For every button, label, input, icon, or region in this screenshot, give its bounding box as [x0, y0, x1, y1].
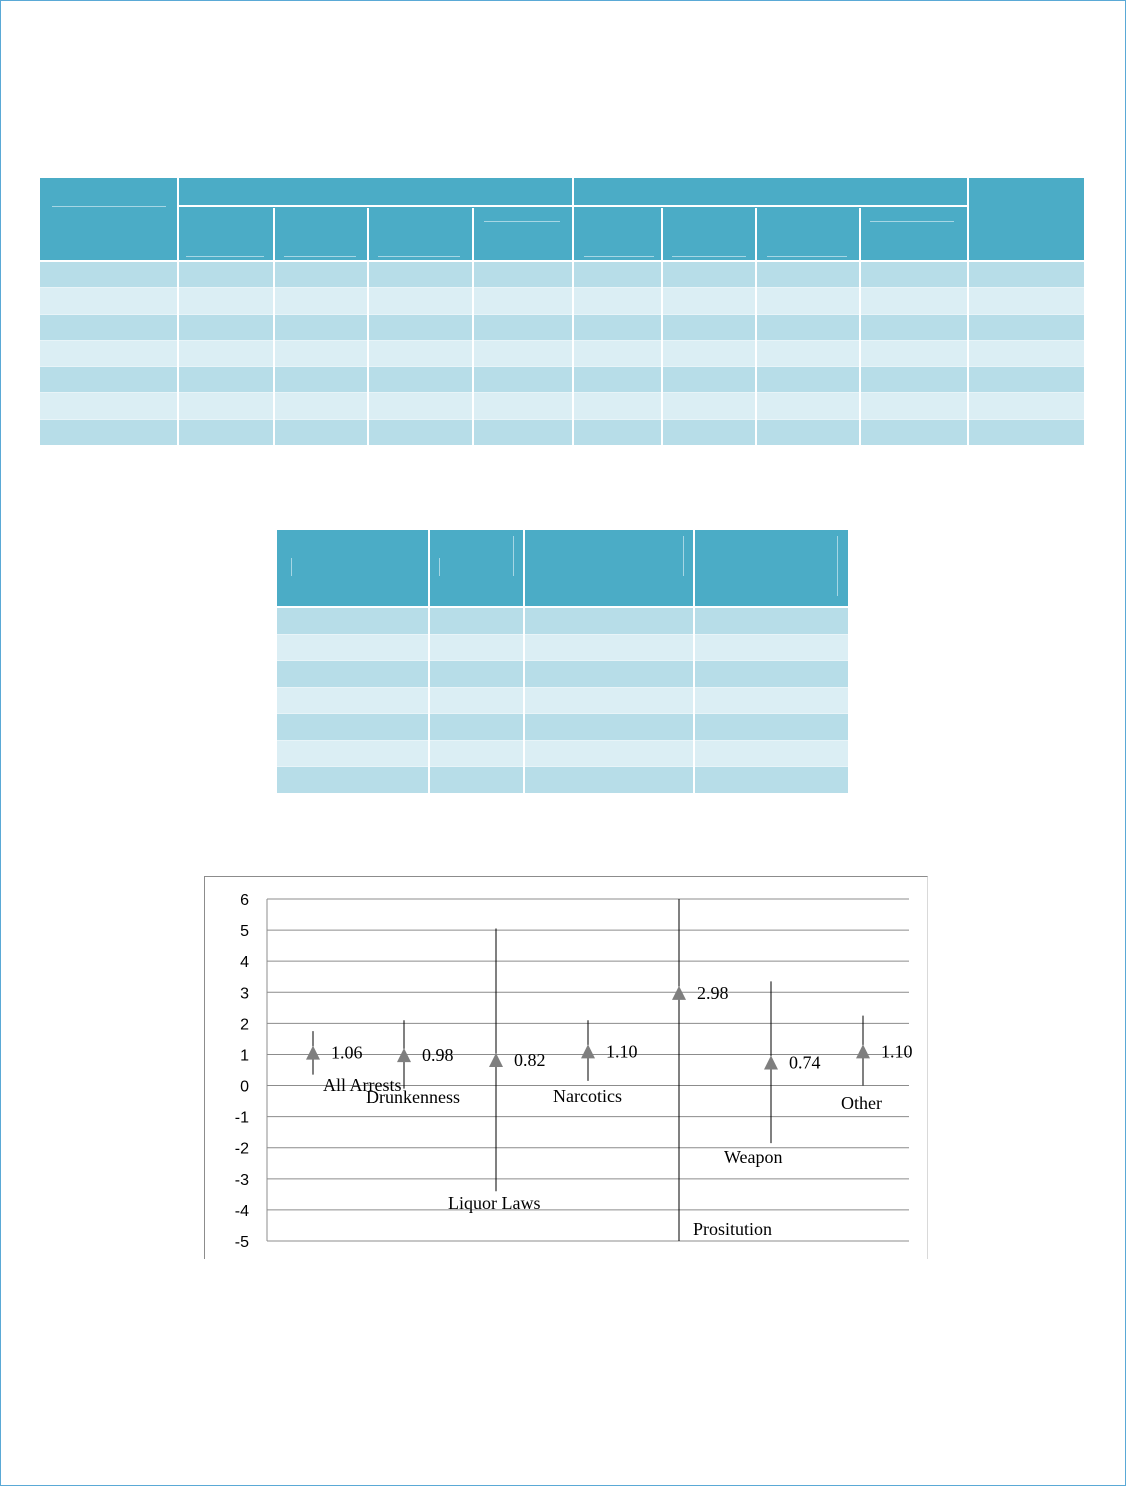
category-label: All Arrests [323, 1075, 402, 1095]
data-point [856, 1044, 870, 1058]
column-divider [177, 178, 179, 446]
summary-table [277, 530, 848, 794]
data-label: 1.10 [881, 1041, 913, 1062]
table-row [277, 741, 848, 767]
table-row [40, 420, 1084, 445]
y-tick-label: -1 [234, 1109, 249, 1127]
y-tick-label: 0 [240, 1078, 249, 1096]
row-divider [277, 634, 848, 635]
row-divider [277, 713, 848, 714]
table-header [40, 178, 1084, 262]
category-label: Weapon [724, 1147, 783, 1167]
column-divider [967, 178, 969, 446]
header-underline [186, 256, 264, 257]
y-tick-label: 3 [240, 985, 249, 1003]
row-divider [40, 419, 1084, 420]
header-underline [284, 256, 356, 257]
data-point [672, 986, 686, 1000]
table-row [40, 393, 1084, 418]
table-row [277, 688, 848, 714]
column-divider [693, 530, 695, 794]
table-row [277, 767, 848, 793]
header-underline [584, 256, 654, 257]
category-label: Liquor Laws [448, 1193, 541, 1213]
data-point [489, 1053, 503, 1067]
y-tick-label: -3 [234, 1171, 249, 1189]
column-divider [428, 530, 430, 794]
chart-plot [205, 877, 927, 1259]
data-point [306, 1046, 320, 1060]
data-point [397, 1048, 411, 1062]
table-row [40, 315, 1084, 340]
y-tick-label: -4 [234, 1202, 249, 1220]
data-label: 0.74 [789, 1052, 821, 1073]
header-tick [291, 558, 292, 576]
data-label: 0.82 [514, 1050, 546, 1071]
table-row [277, 714, 848, 740]
header-divider [177, 205, 967, 207]
y-tick-label: 6 [240, 892, 249, 909]
category-label: Drunkenness [366, 1087, 460, 1107]
column-divider [661, 208, 663, 446]
header-bottom-line [277, 606, 848, 608]
table-row [40, 288, 1084, 313]
header-underline [870, 221, 954, 222]
header-underline [484, 221, 560, 222]
header-bottom-line [40, 260, 1084, 262]
column-divider [755, 208, 757, 446]
column-divider [859, 208, 861, 446]
category-label: Prositution [693, 1219, 773, 1239]
table-row [277, 661, 848, 687]
table-row [40, 341, 1084, 366]
table-row [277, 635, 848, 661]
y-tick-label: 5 [240, 923, 249, 941]
y-tick-label: -2 [234, 1140, 249, 1158]
row-divider [40, 287, 1084, 288]
header-underline [378, 256, 460, 257]
header-underline [52, 206, 166, 207]
header-underline [672, 256, 746, 257]
y-tick-label: 4 [240, 954, 249, 972]
y-tick-label: -5 [234, 1234, 249, 1251]
row-divider [277, 766, 848, 767]
column-divider [523, 530, 525, 794]
header-tick [837, 536, 838, 596]
category-label: Narcotics [553, 1086, 622, 1106]
column-divider [472, 208, 474, 446]
row-divider [277, 740, 848, 741]
table-row [277, 608, 848, 634]
column-divider [273, 208, 275, 446]
row-divider [40, 340, 1084, 341]
table-row [40, 367, 1084, 392]
row-divider [277, 660, 848, 661]
data-label: 2.98 [697, 982, 729, 1003]
row-divider [40, 366, 1084, 367]
data-label: 1.06 [331, 1042, 363, 1063]
category-label: Other [841, 1093, 882, 1113]
header-underline [767, 256, 847, 257]
data-label: 1.10 [606, 1041, 638, 1062]
row-divider [40, 392, 1084, 393]
column-divider [367, 208, 369, 446]
table-header [277, 530, 848, 608]
header-tick [513, 536, 514, 576]
y-tick-label: 1 [240, 1047, 249, 1065]
data-point [581, 1044, 595, 1058]
column-divider [572, 178, 574, 446]
data-point [764, 1056, 778, 1070]
y-tick-label: 2 [240, 1016, 249, 1034]
cross-tab-table [40, 178, 1084, 446]
row-divider [277, 687, 848, 688]
table-row [40, 262, 1084, 287]
header-tick [439, 558, 440, 576]
header-tick [683, 536, 684, 576]
data-label: 0.98 [422, 1045, 454, 1066]
odds-ratio-chart [204, 876, 928, 1259]
row-divider [40, 314, 1084, 315]
